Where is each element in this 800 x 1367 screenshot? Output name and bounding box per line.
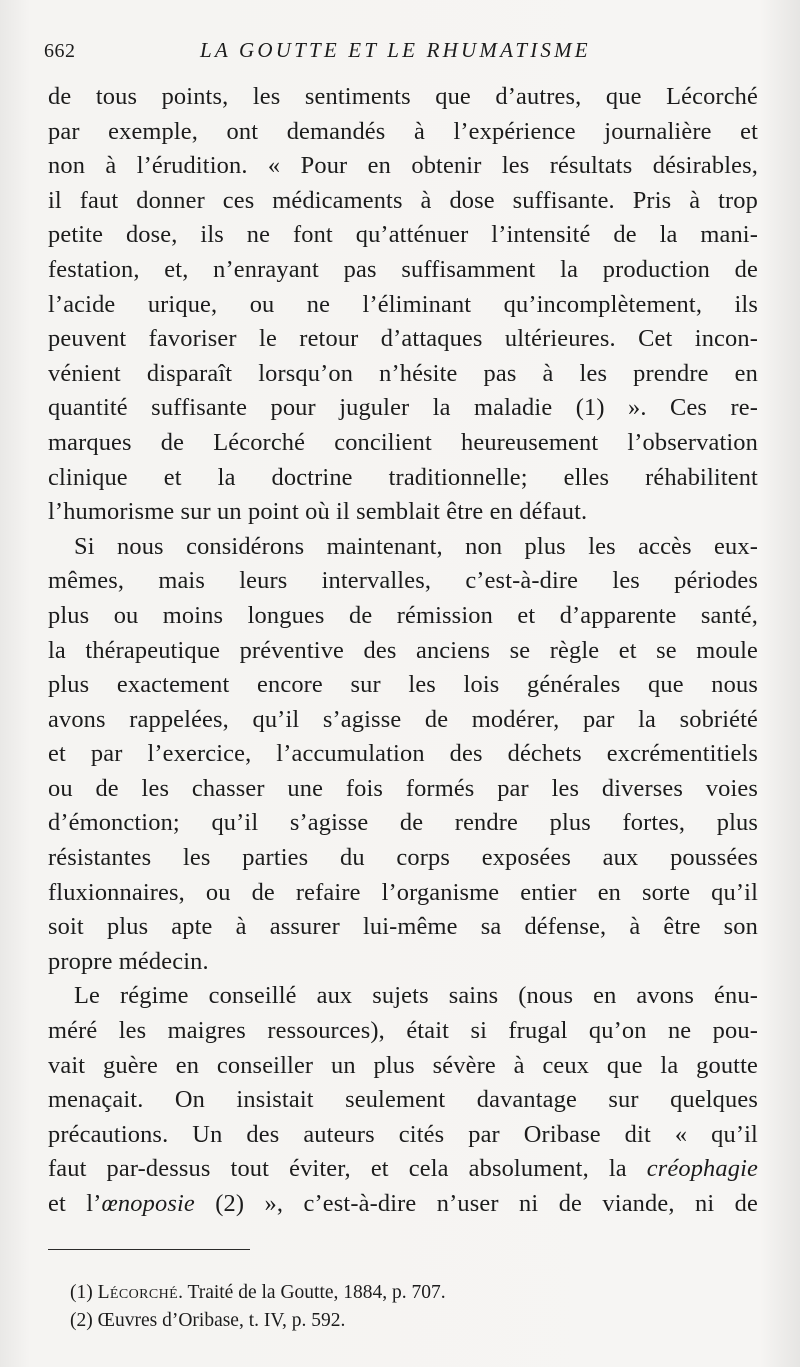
text-line: marques de Lécorché concilient heureusement l’observation <box>48 428 758 456</box>
text-line: précautions. Un des auteurs cités par Oribase dit « qu’il <box>48 1120 758 1148</box>
text-line: méré les maigres ressources), était si frugal qu’on ne pou- <box>48 1017 758 1045</box>
page-number: 662 <box>44 40 76 62</box>
text-line: et par l’exercice, l’accumulation des déchets excrémentitiels <box>48 740 758 768</box>
running-title: LA GOUTTE ET LE RHUMATISME <box>200 38 591 62</box>
footnote-author: Lécorché <box>97 1282 179 1303</box>
text-segment: faut par-dessus tout éviter, et cela absolument, la <box>48 1155 647 1183</box>
footnote-text: . Traité de la Goutte, 1884, p. 707. <box>178 1282 446 1303</box>
text-line: fluxionnaires, ou de refaire l’organisme entier en sorte qu’il <box>48 878 758 906</box>
footnote-1 <box>70 1279 730 1307</box>
text-line: de tous points, les sentiments que d’autres, que Lécorché <box>48 83 758 110</box>
text-line: clinique et la doctrine traditionnelle; elles réhabilitent <box>48 463 758 491</box>
text-line: vait guère en conseiller un plus sévère à ceux que la goutte <box>48 1051 758 1079</box>
text-line: par exemple, ont demandés à l’expérience journalière et <box>48 117 758 145</box>
text-line: peuvent favoriser le retour d’attaques ultérieures. Cet incon- <box>48 325 758 353</box>
italic-term: œnoposie <box>101 1190 195 1217</box>
text-line: résistantes les parties du corps exposées aux poussées <box>48 844 758 872</box>
text-line: propre médecin. <box>48 947 209 975</box>
text-segment: (2) », c’est-à-dire n’user ni de viande, ni de <box>194 1190 758 1217</box>
footnote-marker: (2) <box>70 1310 93 1331</box>
text-line: plus exactement encore sur les lois générales que nous <box>48 671 758 699</box>
footnote-text: Œuvres d’Oribase, t. IV, p. 592. <box>97 1310 346 1331</box>
text-line: l’acide urique, ou ne l’éliminant qu’incomplètement, ils <box>48 290 758 318</box>
footnotes <box>70 1279 730 1335</box>
text-line: la thérapeutique préventive des anciens se règle et se moule <box>48 636 758 664</box>
text-line: mêmes, mais leurs intervalles, c’est-à-dire les périodes <box>48 567 758 595</box>
footnote-marker: (1) <box>70 1282 93 1303</box>
text-line: festation, et, n’enrayant pas suffisamment la production de <box>48 255 758 283</box>
text-line: quantité suffisante pour juguler la maladie (1) ». Ces re- <box>48 394 758 422</box>
paragraph-first-line: Le régime conseillé aux sujets sains (nous en avons énu- <box>74 982 758 1010</box>
text-line: il faut donner ces médicaments à dose suffisante. Pris à trop <box>48 186 758 214</box>
footnote-rule <box>48 1249 250 1250</box>
text-segment: et l’ <box>48 1190 102 1217</box>
text-line: l’humorisme sur un point où il semblait être en défaut. <box>48 498 588 526</box>
text-line: soit plus apte à assurer lui-même sa défense, à être son <box>48 913 758 941</box>
running-head <box>44 38 756 68</box>
text-line: non à l’érudition. « Pour en obtenir les résultats désirables, <box>48 152 758 180</box>
text-line: vénient disparaît lorsqu’on n’hésite pas à les prendre en <box>48 359 758 387</box>
text-line: petite dose, ils ne font qu’atténuer l’intensité de la mani- <box>48 221 758 249</box>
text-line: ou de les chasser une fois formés par les diverses voies <box>48 774 758 802</box>
text-line: avons rappelées, qu’il s’agisse de modérer, par la sobriété <box>48 705 758 733</box>
italic-term: créophagie <box>646 1155 758 1183</box>
body-text <box>48 80 758 1222</box>
text-line: menaçait. On insistait seulement davantage sur quelques <box>48 1086 758 1114</box>
text-line <box>48 1152 758 1187</box>
paragraph-first-line: Si nous considérons maintenant, non plus les accès eux- <box>74 532 758 560</box>
text-line: plus ou moins longues de rémission et d’apparente santé, <box>48 601 758 629</box>
text-line <box>48 1187 758 1222</box>
text-line: d’émonction; qu’il s’agisse de rendre plus fortes, plus <box>48 809 758 837</box>
footnote-2 <box>70 1307 730 1335</box>
